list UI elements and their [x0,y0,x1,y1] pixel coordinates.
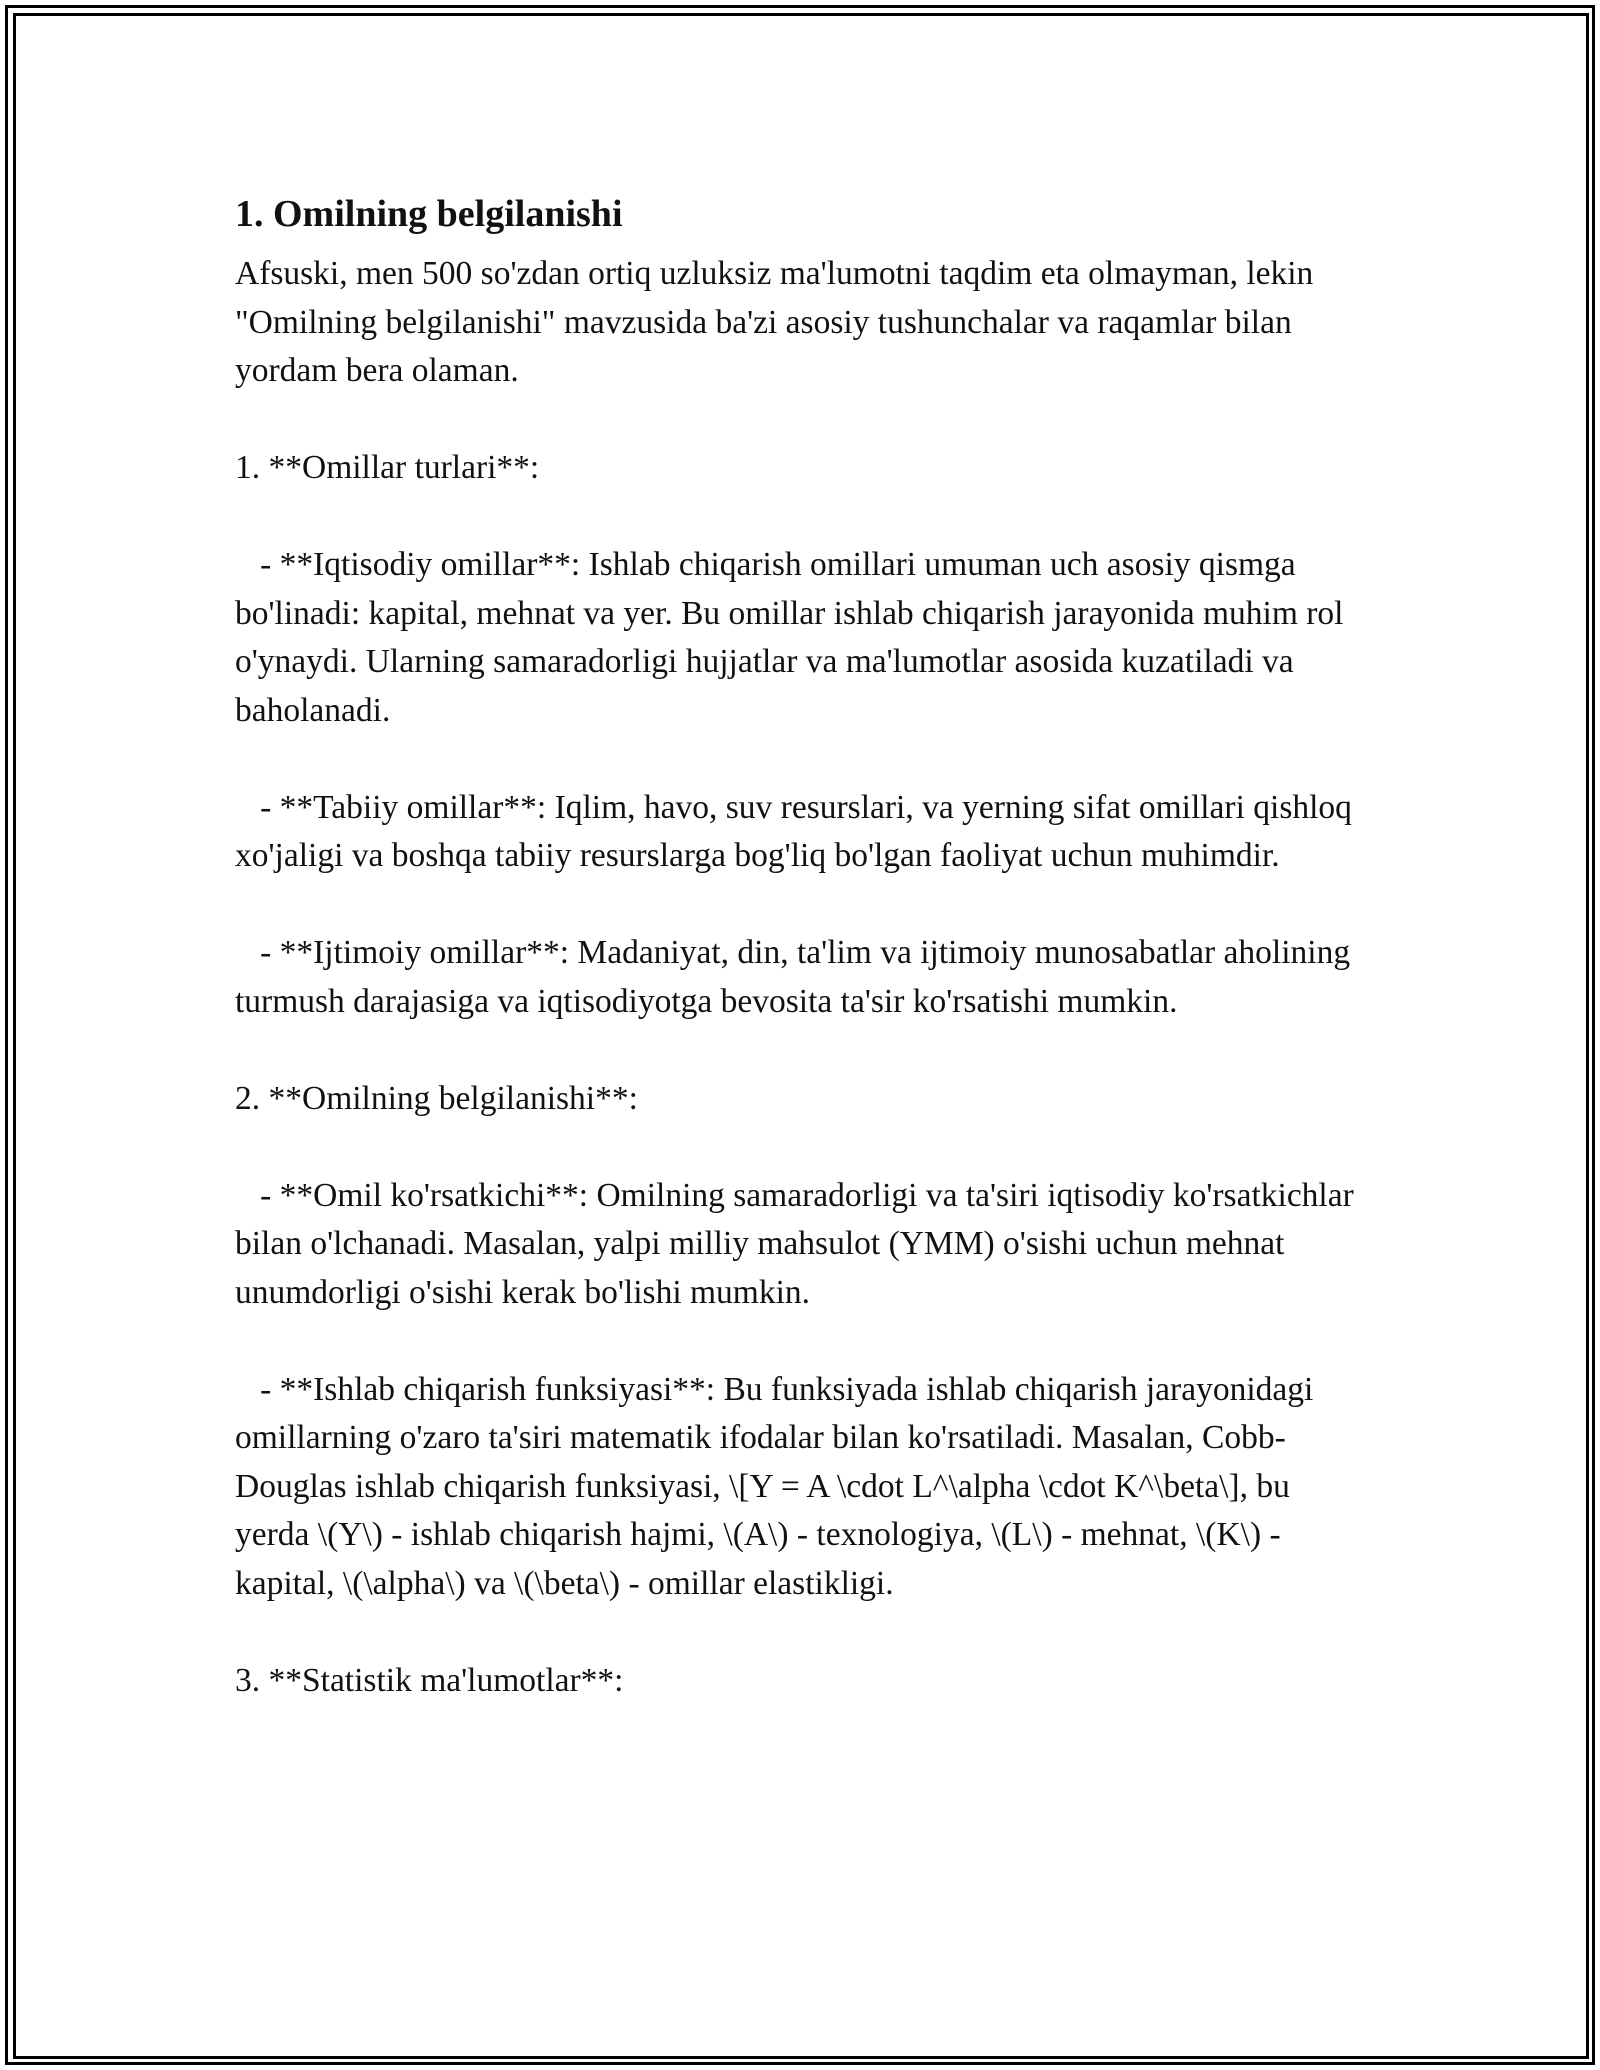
sub-item-factor-indicator: - **Omil ko'rsatkichi**: Omilning samaradorligi va ta'siri iqtisodiy ko'rsatkichlar bilan o'lchanadi. Masalan, yalpi milliy mahsulot (YMM) o'sishi uchun mehnat unumdorligi o'sishi kerak bo'lishi mumkin. [235,1176,1363,1311]
document-body [235,188,1365,1705]
list-item-factor-types: 1. **Omillar turlari**: [235,449,540,486]
sub-item-natural-factors: - **Tabiiy omillar**: Iqlim, havo, suv resurslari, va yerning sifat omillari qishloq xo'jaligi va boshqa tabiiy resurslarga bog'liq bo'lgan faoliyat uchun muhimdir. [235,788,1361,874]
sub-item-production-function: - **Ishlab chiqarish funksiyasi**: Bu funksiyada ishlab chiqarish jarayonidagi omillarning o'zaro ta'siri matematik ifodalar bilan ko'rsatiladi. Masalan, Cobb-Douglas ishlab chiqarish funksiyasi, \[Y = A \cdot L^\alpha \cdot K^\beta\], bu yerda \(Y\) - ishlab chiqarish hajmi, \(A\) - texnologiya, \(L\) - mehnat, \(K\) - kapital, \(\alpha\) va \(\beta\) - omillar elastikligi. [235,1370,1322,1602]
sub-item-economic-factors: - **Iqtisodiy omillar**: Ishlab chiqarish omillari umuman uch asosiy qismga bo'linadi: kapital, mehnat va yer. Bu omillar ishlab chiqarish jarayonida muhim rol o'ynaydi. Ularning samaradorligi hujjatlar va ma'lumotlar asosida kuzatiladi va baholanadi. [235,546,1352,729]
section-heading: 1. Omilning belgilanishi [235,193,623,235]
sub-item-social-factors: - **Ijtimoiy omillar**: Madaniyat, din, ta'lim va ijtimoiy munosabatlar aholining turmush darajasiga va iqtisodiyotga bevosita ta'sir ko'rsatishi mumkin. [235,934,1359,1020]
intro-paragraph: Afsuski, men 500 so'zdan ortiq uzluksiz ma'lumotni taqdim eta olmayman, lekin "Omilning belgilanishi" mavzusida ba'zi asosiy tushunchalar va raqamlar bilan yordam bera olaman. [235,255,1322,389]
list-item-factor-definition: 2. **Omilning belgilanishi**: [235,1079,638,1117]
list-item-statistics: 3. **Statistik ma'lumotlar**: [235,1661,624,1699]
